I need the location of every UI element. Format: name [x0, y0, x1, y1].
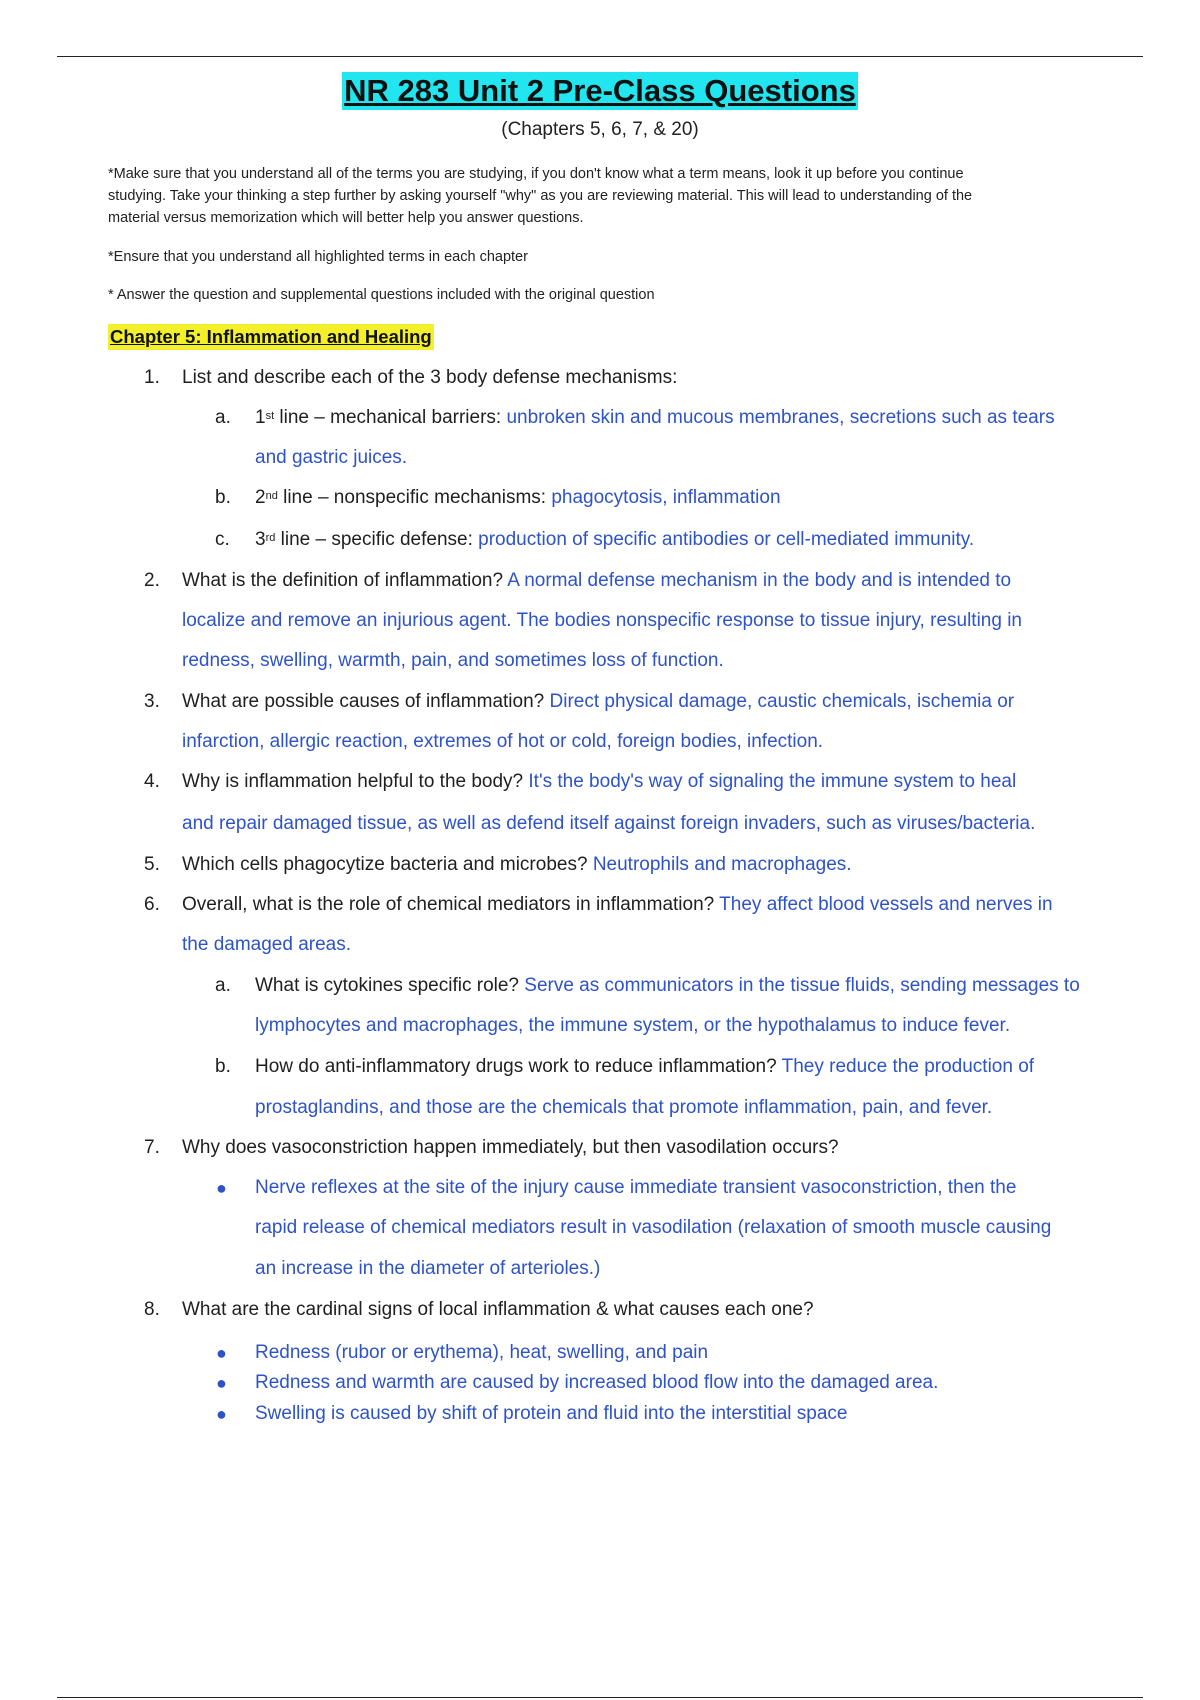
bullet-icon: ● [216, 1373, 227, 1393]
sub-letter: b. [215, 1056, 231, 1077]
answer-text: Nerve reflexes at the site of the injury cause immediate transient vasoconstriction, then the [255, 1177, 1017, 1198]
question-5 [182, 852, 852, 878]
answer-text: an increase in the diameter of arterioles.) [255, 1258, 601, 1279]
answer-text: rapid release of chemical mediators result in vasodilation (relaxation of smooth muscle causing [255, 1217, 1052, 1238]
ordinal-suffix: st [265, 410, 275, 422]
question-number: 1. [144, 367, 160, 388]
question-number: 7. [144, 1137, 160, 1158]
study-note-highlighted: *Ensure that you understand all highlighted terms in each chapter [108, 249, 528, 265]
bullet-icon: ● [216, 1178, 227, 1198]
sub-letter: c. [215, 529, 230, 550]
item-label: line – nonspecific mechanisms: [277, 487, 552, 508]
question-6 [182, 892, 1053, 918]
answer-text: and repair damaged tissue, as well as defend itself against foreign invaders, such as viruses/bacteria. [182, 813, 1036, 834]
answer-text: Neutrophils and macrophages. [592, 854, 852, 875]
answer-text: Serve as communicators in the tissue fluids, sending messages to [524, 975, 1080, 996]
note-line: studying. Take your thinking a step further by asking yourself "why" as you are reviewing material. This will lead to understanding of the [108, 188, 973, 204]
chapter-heading: Chapter 5: Inflammation and Healing [108, 324, 434, 350]
bullet-icon: ● [216, 1404, 227, 1424]
answer-text: redness, swelling, warmth, pain, and sometimes loss of function. [182, 650, 724, 671]
question-3 [182, 689, 1014, 715]
question-text: Overall, what is the role of chemical mediators in inflammation? [182, 894, 720, 915]
question-number: 2. [144, 570, 160, 591]
question-number: 5. [144, 854, 160, 875]
question-8: What are the cardinal signs of local inflammation & what causes each one? [182, 1299, 814, 1320]
question-7: Why does vasoconstriction happen immediately, but then vasodilation occurs? [182, 1137, 839, 1158]
question-text: What are possible causes of inflammation? [182, 691, 550, 712]
question-number: 4. [144, 771, 160, 792]
answer-text: and gastric juices. [255, 447, 408, 468]
question-number: 8. [144, 1299, 160, 1320]
ordinal: 2 [255, 487, 266, 508]
q6-item-a [255, 973, 1080, 999]
question-text: What is the definition of inflammation? [182, 570, 508, 591]
question-number: 3. [144, 691, 160, 712]
q1-item-c [255, 527, 974, 553]
question-text: Which cells phagocytize bacteria and microbes? [182, 854, 593, 875]
answer-text: production of specific antibodies or cell-mediated immunity. [478, 529, 975, 550]
q1-item-b [255, 485, 781, 511]
question-text: What is cytokines specific role? [255, 975, 525, 996]
answer-text: They reduce the production of [781, 1056, 1035, 1077]
sub-letter: a. [215, 975, 231, 996]
document-title: NR 283 Unit 2 Pre-Class Questions [344, 73, 856, 108]
answer-text: the damaged areas. [182, 934, 352, 955]
note-line: *Make sure that you understand all of the terms you are studying, if you don't know what a term means, look it up before you continue [108, 166, 964, 182]
answer-text: Direct physical damage, caustic chemicals, ischemia or [549, 691, 1015, 712]
sub-letter: a. [215, 407, 231, 428]
answer-text: phagocytosis, inflammation [551, 487, 781, 508]
answer-text: They affect blood vessels and nerves in [719, 894, 1053, 915]
ordinal-suffix: nd [265, 490, 278, 502]
answer-text: prostaglandins, and those are the chemicals that promote inflammation, pain, and fever. [255, 1097, 993, 1118]
title-wrap [0, 72, 1200, 110]
list-item: Redness (rubor or erythema), heat, swelling, and pain [255, 1342, 709, 1363]
item-label: line – specific defense: [275, 529, 479, 550]
question-text: Why is inflammation helpful to the body? [182, 771, 529, 792]
item-label: line – mechanical barriers: [274, 407, 507, 428]
answer-text: unbroken skin and mucous membranes, secretions such as tears [506, 407, 1055, 428]
answer-text: infarction, allergic reaction, extremes of hot or cold, foreign bodies, infection. [182, 731, 824, 752]
question-text: How do anti-inflammatory drugs work to reduce inflammation? [255, 1056, 782, 1077]
ordinal-suffix: rd [265, 532, 276, 544]
study-note-supplemental: * Answer the question and supplemental questions included with the original question [108, 287, 655, 303]
list-item: Swelling is caused by shift of protein and fluid into the interstitial space [255, 1403, 848, 1424]
answer-text: It's the body's way of signaling the immune system to heal [528, 771, 1017, 792]
ordinal: 3 [255, 529, 266, 550]
q1-item-a [255, 405, 1055, 431]
header-rule [57, 56, 1143, 57]
ordinal: 1 [255, 407, 266, 428]
answer-text: localize and remove an injurious agent. The bodies nonspecific response to tissue injury, resulting in [182, 610, 1022, 631]
footer-rule [57, 1697, 1143, 1698]
question-2 [182, 568, 1011, 594]
bullet-icon: ● [216, 1343, 227, 1363]
sub-letter: b. [215, 487, 231, 508]
study-note-terms [108, 163, 1118, 229]
note-line: material versus memorization which will better help you answer questions. [108, 210, 584, 226]
document-subtitle: (Chapters 5, 6, 7, & 20) [501, 119, 699, 140]
answer-text: lymphocytes and macrophages, the immune system, or the hypothalamus to induce fever. [255, 1015, 1011, 1036]
list-item: Redness and warmth are caused by increased blood flow into the damaged area. [255, 1372, 939, 1393]
question-4 [182, 769, 1016, 795]
q6-item-b [255, 1054, 1034, 1080]
answer-text: A normal defense mechanism in the body and is intended to [507, 570, 1012, 591]
question-1: List and describe each of the 3 body defense mechanisms: [182, 367, 678, 388]
question-number: 6. [144, 894, 160, 915]
